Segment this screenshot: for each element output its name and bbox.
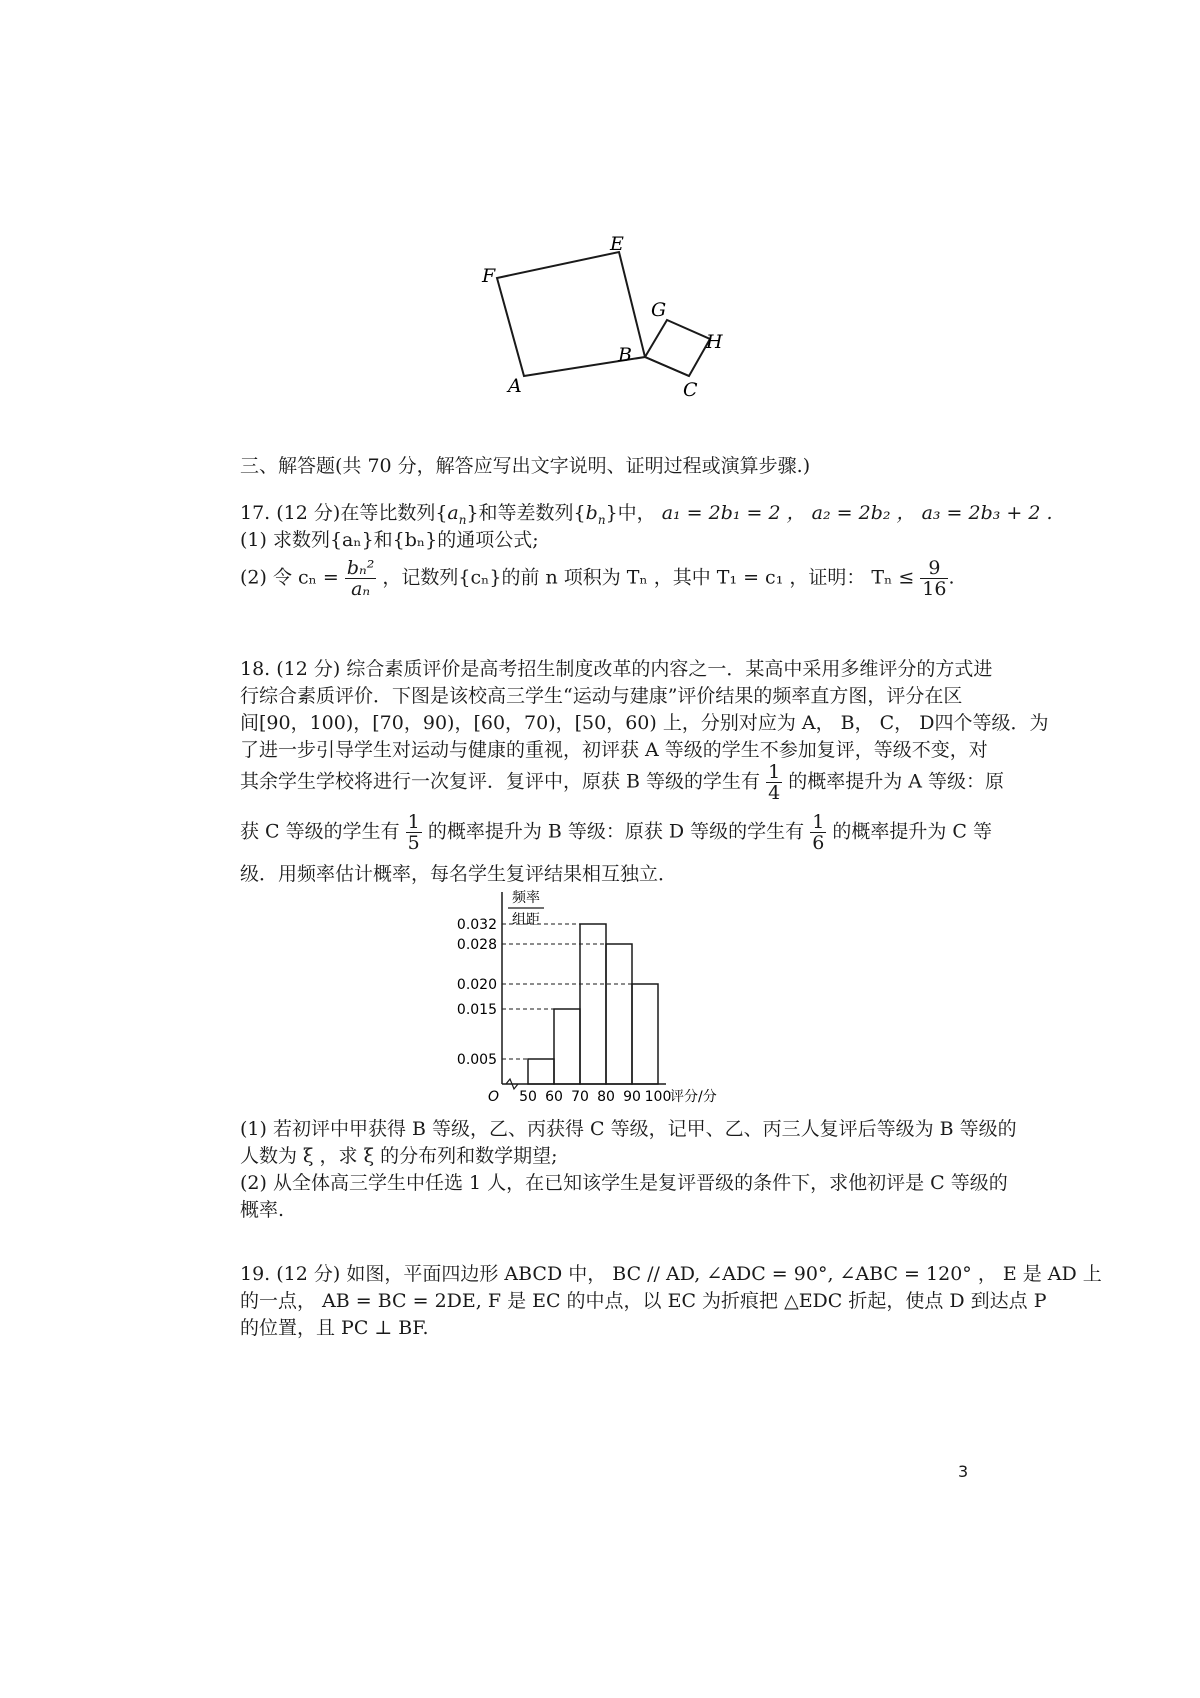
q18-line7: 级．用频率估计概率，每名学生复评结果相互独立． [240,863,678,885]
q18-line5-pre: 其余学生学校将进行一次复评．复评中，原获 B 等级的学生有 [240,770,761,793]
q17-bound-num: 9 [920,558,948,579]
label-b: B [618,344,632,366]
q17-stem-pre: 在等比数列{ [340,502,448,524]
q18-line6-mid: 的概率提升为 B 等级：原获 D 等级的学生有 [427,820,805,843]
q17-bn: b [585,502,598,524]
x-tick-label: 80 [597,1089,615,1105]
q18-line1: 18. (12 分) 综合素质评价是高考招生制度改革的内容之一．某高中采用多维评分的方式进 [240,658,993,680]
q17-part2 [240,558,955,599]
frequency-histogram [440,884,760,1114]
page-number: 3 [958,1462,969,1481]
label-f: F [482,265,496,287]
x-tick-label: 50 [519,1089,537,1105]
q18-frac-fifth [406,812,422,853]
q18-line2: 行综合素质评价．下图是该校高三学生“运动与建康”评价结果的频率直方图，评分在区 [240,685,963,707]
histogram-bar [632,984,658,1084]
histogram-bar [580,924,606,1084]
q18-frac-fifth-den: 5 [407,832,420,854]
q17-part2-pre: (2) 令 cₙ = [240,566,339,589]
x-tick-label: 60 [545,1089,563,1105]
q17-cn-den: aₙ [351,578,371,600]
q18-line4: 了进一步引导学生对运动与健康的重视，初评获 A 等级的学生不参加复评，等级不变，对 [240,739,988,761]
y-tick-label: 0.015 [456,1002,497,1018]
q17-part2-mid: ，记数列{cₙ}的前 n 项积为 Tₙ ，其中 T₁ = c₁ ，证明： Tₙ ≤ [382,566,915,589]
q18-frac-sixth-num: 1 [812,811,825,833]
q18-part1-line2: 人数为 ξ ，求 ξ 的分布列和数学期望; [240,1145,558,1167]
y-axis-label-numerator: 频率 [512,890,540,906]
q17-cn-num: bₙ² [346,557,375,579]
q18-line6-post: 的概率提升为 C 等 [832,820,992,843]
label-g: G [651,299,667,321]
q17-bound-den: 16 [922,578,947,600]
q17-part2-end: . [948,566,955,589]
q19-line3: 的位置，且 PC ⊥ BF. [240,1317,429,1339]
q18-frac-sixth [810,812,826,853]
x-tick-label: 90 [623,1089,641,1105]
label-e: E [610,233,624,255]
q18-frac-quarter-den: 4 [768,782,781,804]
y-tick-label: 0.020 [456,977,497,993]
q18-line6 [240,812,992,853]
q17-equations: a₁ = 2b₁ = 2 ， a₂ = 2b₂ ， a₃ = 2b₃ + 2 . [661,502,1053,524]
q18-part2-line1: (2) 从全体高三学生中任选 1 人，在已知该学生是复评晋级的条件下，求他初评是 C 等级的 [240,1172,1008,1194]
q17-part1: (1) 求数列{aₙ}和{bₙ}的通项公式; [240,529,539,551]
y-axis-label-denominator: 组距 [512,912,540,928]
q18-frac-sixth-den: 6 [812,832,825,854]
q19-line2: 的一点， AB = BC = 2DE, F 是 EC 的中点，以 EC 为折痕把 △EDC 折起，使点 D 到达点 P [240,1290,1047,1312]
square-bcgh [645,320,710,376]
y-tick-label: 0.032 [456,917,497,933]
q18-line3: 间[90，100)，[70，90)，[60，70)，[50，60) 上，分别对应为 A， B， C， D四个等级．为 [240,712,1049,734]
x-tick-label: 70 [571,1089,589,1105]
q18-line6-pre: 获 C 等级的学生有 [240,820,400,843]
segment-a-c-link [645,357,689,376]
q18-frac-quarter [766,762,782,803]
q17-bound-fraction [920,558,948,599]
q17-mid2: }中， [605,502,656,524]
histogram-bar [528,1059,554,1084]
q18-part2-line2: 概率. [240,1199,285,1221]
histogram-bar [606,944,632,1084]
label-c: C [683,379,698,401]
q17-cn-fraction [345,558,376,599]
q18-frac-quarter-num: 1 [768,761,781,783]
label-h: H [706,331,723,353]
origin-label: O [488,1089,500,1105]
q19-line1: 19. (12 分) 如图，平面四边形 ABCD 中， BC // AD, ∠ADC = 90°, ∠ABC = 120° ， E 是 AD 上 [240,1263,1102,1285]
section-heading: 三、解答题(共 70 分，解答应写出文字说明、证明过程或演算步骤.) [240,455,811,477]
y-tick-label: 0.005 [456,1052,497,1068]
q17-mid1: }和等差数列{ [466,502,586,524]
histogram-bar [554,1009,580,1084]
y-tick-label: 0.028 [456,937,497,953]
geometry-figure [470,225,730,410]
label-a: A [508,375,522,397]
q18-line5-post: 的概率提升为 A 等级：原 [788,770,1005,793]
x-axis-label: 评分/分 [670,1089,717,1105]
q17-number: 17. [240,502,271,524]
x-tick-label: 100 [644,1089,672,1105]
q18-line5 [240,762,1004,803]
q18-part1-line1: (1) 若初评中甲获得 B 等级，乙、丙获得 C 等级，记甲、乙、丙三人复评后等级为 B 等级的 [240,1118,1017,1140]
q18-frac-fifth-num: 1 [407,811,420,833]
q17-points: (12 分) [276,502,341,524]
q17-an: a [447,502,459,524]
q17-stem: 17. (12 分)在等比数列$\{a_n\}$和等差数列$\{b_n\}$中， a₁ = 2b₁ = 2 ， a₂ = 2b₂ ， a₃ = 2b₃ + 2 . [240,502,1053,527]
